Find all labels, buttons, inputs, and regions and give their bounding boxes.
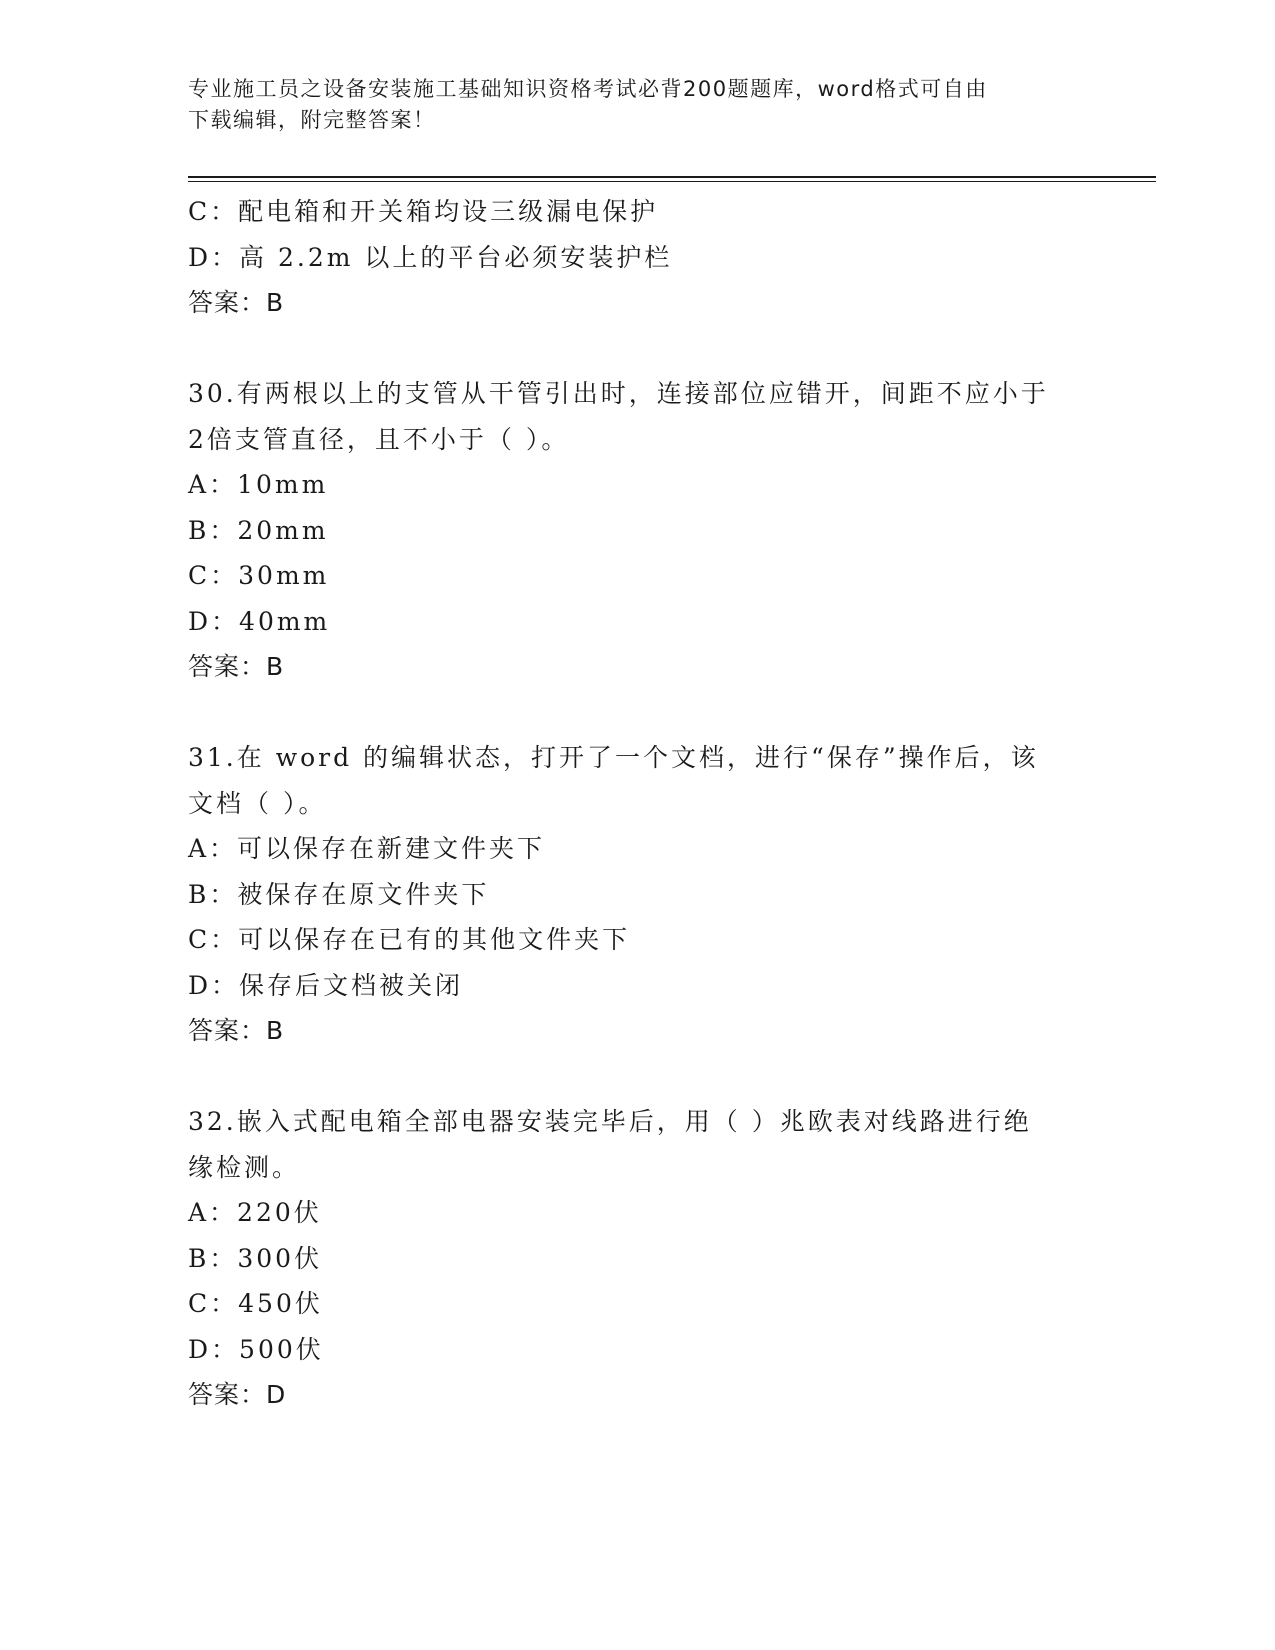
option-d: D：500伏	[188, 1334, 324, 1364]
question-spacer	[188, 690, 1088, 736]
option-c: C：可以保存在已有的其他文件夹下	[188, 925, 631, 954]
option-c: C：450伏	[188, 1289, 323, 1318]
question-list	[188, 189, 1088, 1418]
option-a: A：10mm	[188, 470, 329, 499]
document-header	[188, 74, 1068, 136]
question-stem-line-1: 31.在 word 的编辑状态，打开了一个文档，进行“保存”操作后，该	[188, 743, 1039, 772]
answer-line: 答案：B	[188, 652, 285, 681]
question-spacer	[188, 1054, 1088, 1100]
question-stem-line-1: 30.有两根以上的支管从干管引出时，连接部位应错开，间距不应小于	[188, 379, 1049, 408]
question-32	[188, 1099, 1088, 1418]
option-d: D：高 2.2m 以上的平台必须安装护栏	[188, 242, 673, 272]
option-c: C：配电箱和开关箱均设三级漏电保护	[188, 197, 659, 226]
option-b: B：被保存在原文件夹下	[188, 879, 490, 909]
option-a: A：220伏	[188, 1198, 322, 1227]
question-spacer	[188, 326, 1088, 372]
option-b: B：20mm	[188, 515, 329, 545]
answer-line: 答案：B	[188, 288, 285, 317]
option-c: C：30mm	[188, 561, 330, 590]
question-30	[188, 371, 1088, 690]
option-d: D：40mm	[188, 606, 331, 636]
question-stem-line-2: 缘检测。	[188, 1152, 301, 1182]
answer-line: 答案：B	[188, 1016, 285, 1045]
answer-line: 答案：D	[188, 1380, 287, 1409]
question-stem-line-2: 2倍支管直径，且不小于（ ）。	[188, 424, 570, 454]
option-d: D：保存后文档被关闭	[188, 970, 464, 1000]
header-title-line-1: 专业施工员之设备安装施工基础知识资格考试必背200题题库，word格式可自由	[188, 77, 988, 101]
header-title-line-2: 下载编辑，附完整答案！	[188, 108, 436, 132]
header-divider-thick	[188, 176, 1156, 178]
option-a: A：可以保存在新建文件夹下	[188, 834, 546, 863]
question-31	[188, 735, 1088, 1054]
question-stem-line-2: 文档（ ）。	[188, 788, 327, 818]
option-b: B：300伏	[188, 1243, 323, 1273]
question-29-tail	[188, 189, 1088, 326]
question-stem-line-1: 32.嵌入式配电箱全部电器安装完毕后，用（ ）兆欧表对线路进行绝	[188, 1107, 1032, 1136]
header-divider-thin	[188, 181, 1156, 182]
